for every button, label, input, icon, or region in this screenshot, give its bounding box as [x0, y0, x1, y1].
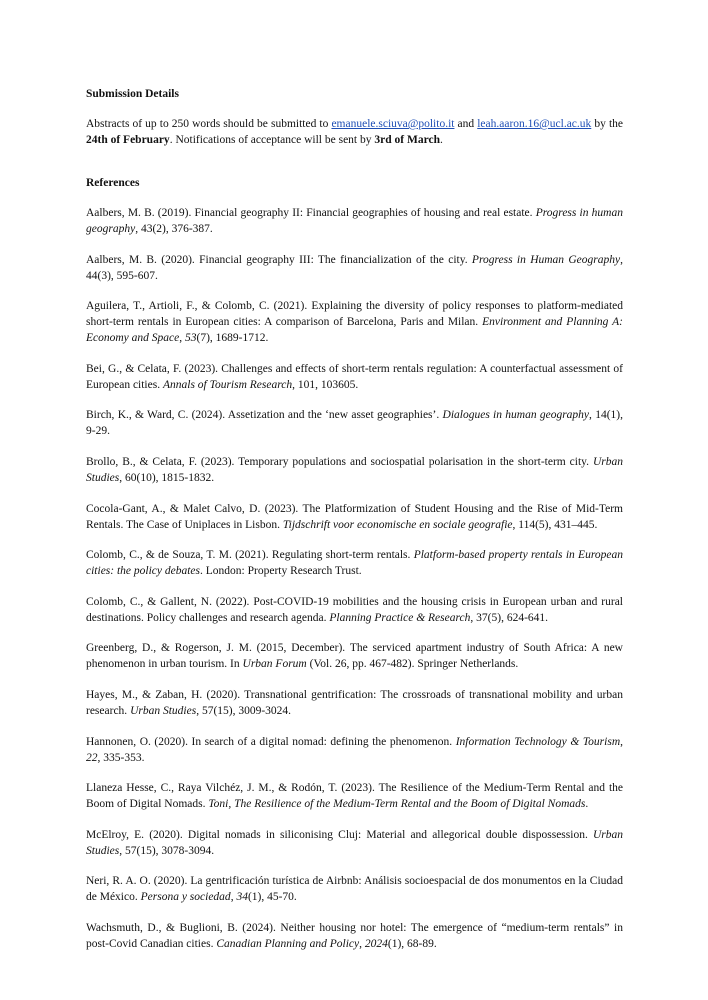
- submission-heading: Submission Details: [86, 88, 179, 100]
- reference-entry: Llaneza Hesse, C., Raya Vilchéz, J. M., & Rodón, T. (2023). The Resilience of the Medium-Term Rental and the Boom of Digital Nomads. Toni, The Resilience of the Medium-Term Rental and the Boom of Digital Nomads.: [86, 782, 623, 811]
- reference-entry: McElroy, E. (2020). Digital nomads in siliconising Cluj: Material and allegorical double dispossession. Urban Studies, 57(15), 3078-3094.: [86, 828, 623, 857]
- email-link-aaron[interactable]: leah.aaron.16@ucl.ac.uk: [477, 118, 592, 130]
- reference-entry: Aguilera, T., Artioli, F., & Colomb, C. (2021). Explaining the diversity of policy responses to platform-mediated short-term rentals in European cities: A comparison of Barcelona, Paris and Milan. Environment and Planning A: Economy and Space, 53(7), 1689-1712.: [86, 300, 623, 345]
- reference-entry: Bei, G., & Celata, F. (2023). Challenges and effects of short-term rentals regulation: A counterfactual assessment of European cities. Annals of Tourism Research, 101, 103605.: [86, 362, 623, 391]
- reference-list: [86, 205, 623, 952]
- references-heading: References: [86, 177, 140, 189]
- reference-entry: Colomb, C., & Gallent, N. (2022). Post-COVID-19 mobilities and the housing crisis in European urban and rural destinations. Policy challenges and research agenda. Planning Practice & Research, 37(5), 624-641.: [86, 595, 623, 624]
- reference-entry: Neri, R. A. O. (2020). La gentrificación turística de Airbnb: Análisis socioespacial de dos monumentos en la Ciudad de México. Persona y sociedad, 34(1), 45-70.: [86, 875, 623, 904]
- document-page: [86, 86, 623, 967]
- submission-text: . Notifications of acceptance will be sent by: [169, 134, 375, 146]
- reference-entry: Hannonen, O. (2020). In search of a digital nomad: defining the phenomenon. Information Technology & Tourism, 22, 335-353.: [86, 735, 624, 764]
- reference-entry: Hayes, M., & Zaban, H. (2020). Transnational gentrification: The crossroads of transnational mobility and urban research. Urban Studies, 57(15), 3009-3024.: [86, 688, 623, 717]
- reference-entry: Birch, K., & Ward, C. (2024). Assetization and the ‘new asset geographies’. Dialogues in human geography, 14(1), 9-29.: [86, 409, 623, 438]
- submission-paragraph: [86, 116, 623, 148]
- reference-entry: Cocola-Gant, A., & Malet Calvo, D. (2023). The Platformization of Student Housing and the Rise of Mid-Term Rentals. The Case of Uniplaces in Lisbon. Tijdschrift voor economische en sociale geografie, 114(5), 431–445.: [86, 502, 623, 531]
- deadline-date: 24th of February: [86, 134, 170, 146]
- email-link-sciuva[interactable]: emanuele.sciuva@polito.it: [331, 118, 455, 130]
- reference-entry: Greenberg, D., & Rogerson, J. M. (2015, December). The serviced apartment industry of South Africa: A new phenomenon in urban tourism. In Urban Forum (Vol. 26, pp. 467-482). Springer Netherlands.: [86, 642, 623, 671]
- reference-entry: Wachsmuth, D., & Buglioni, B. (2024). Neither housing nor hotel: The emergence of “medium-term rentals” in post-Covid Canadian cities. Canadian Planning and Policy, 2024(1), 68-89.: [86, 921, 623, 950]
- submission-text: Abstracts of up to 250 words should be submitted to: [86, 118, 332, 130]
- submission-text: .: [439, 134, 443, 146]
- reference-entry: Brollo, B., & Celata, F. (2023). Temporary populations and sociospatial polarisation in the short-term city. Urban Studies, 60(10), 1815-1832.: [86, 455, 623, 484]
- submission-text: by the: [591, 118, 623, 130]
- reference-entry: Aalbers, M. B. (2019). Financial geography II: Financial geographies of housing and real estate. Progress in human geography, 43(2), 376-387.: [86, 207, 623, 235]
- reference-entry: Colomb, C., & de Souza, T. M. (2021). Regulating short-term rentals. Platform-based property rentals in European cities: the policy debates. London: Property Research Trust.: [86, 549, 623, 578]
- reference-entry: Aalbers, M. B. (2020). Financial geography III: The financialization of the city. Progress in Human Geography, 44(3), 595-607.: [86, 253, 623, 282]
- notification-date: 3rd of March: [374, 134, 440, 146]
- submission-text: and: [454, 118, 478, 130]
